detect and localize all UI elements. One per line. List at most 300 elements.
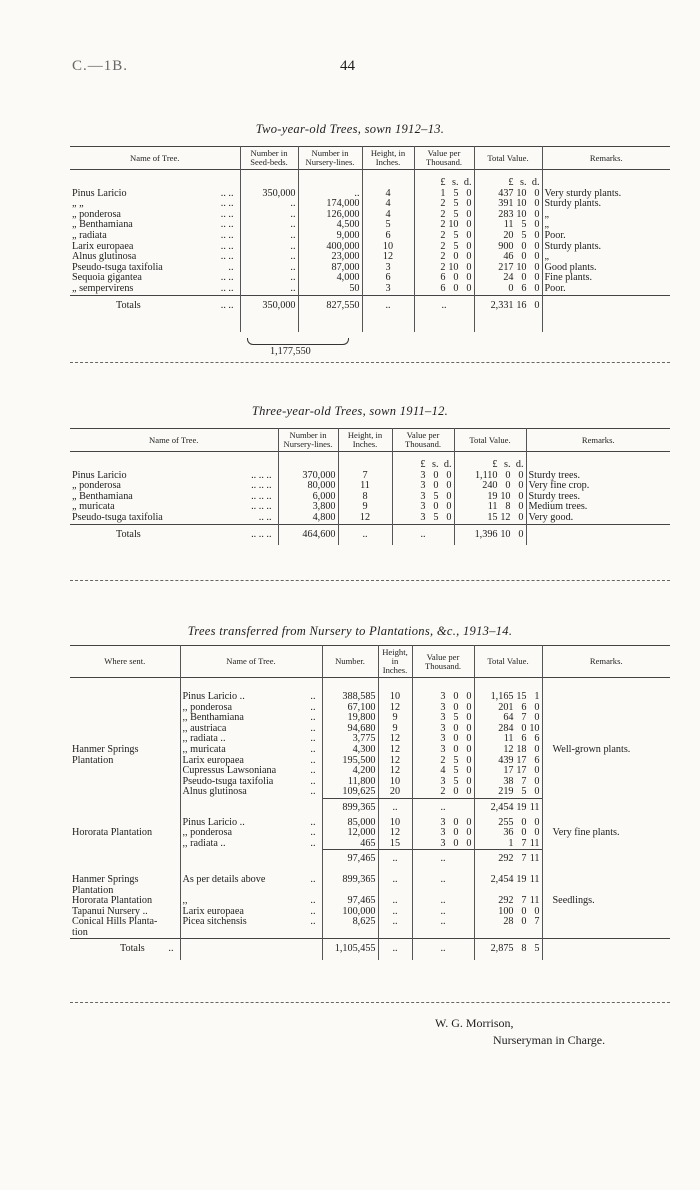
shillings-value: 5 — [453, 208, 459, 220]
pounds-value: 283 — [498, 208, 514, 220]
col-header: Number in Seed-beds. — [240, 147, 298, 170]
pounds-value: 3 — [440, 701, 446, 713]
shillings-value: 7 — [521, 712, 527, 724]
seedbeds-count: .. — [240, 210, 298, 221]
pence-value: 5 — [534, 943, 540, 955]
grand-total-value — [454, 524, 526, 545]
remark: Poor. — [542, 231, 670, 242]
pounds-value: 3 — [440, 691, 446, 702]
table-header-row — [70, 147, 670, 170]
value-per-thousand: .. — [412, 896, 474, 907]
leader-dots: .. .. — [220, 229, 234, 241]
pence-value: 10 — [529, 722, 540, 734]
unit-label-total — [454, 452, 526, 471]
pounds-value: 3 — [440, 837, 446, 849]
nursery-count: 23,000 — [298, 252, 362, 263]
pence-value: 0 — [466, 701, 472, 713]
nursery-count: 4,000 — [298, 273, 362, 284]
pounds-value: 1,165 — [490, 691, 514, 702]
where-sent — [70, 777, 180, 788]
pence-value: 0 — [466, 272, 472, 284]
col-header: Height, in Inches. — [378, 646, 412, 678]
remark — [542, 713, 670, 724]
pounds-value: 2 — [440, 208, 446, 220]
height-value: 12 — [338, 513, 392, 524]
where-sent — [70, 766, 180, 777]
table3-bottom-rule — [70, 1002, 670, 1003]
number-count: 97,465 — [322, 896, 378, 907]
height-value: 12 — [378, 766, 412, 777]
col-header: Number. — [322, 646, 378, 678]
pence-value: 0 — [534, 219, 540, 231]
where-sent: Conical Hills Planta- — [72, 916, 158, 928]
where-sent — [70, 713, 180, 724]
col-header: Where sent. — [104, 656, 146, 666]
height-value — [378, 928, 412, 939]
pounds-value: 3 — [440, 712, 446, 724]
value-per-thousand — [412, 745, 474, 756]
pounds-value: 12 — [503, 743, 514, 755]
pence-value: 11 — [529, 853, 540, 865]
shillings-value: 19 — [516, 801, 527, 813]
leader-dots: .. .. — [258, 511, 272, 523]
subtotal-total — [474, 798, 542, 817]
unit-label-value — [392, 452, 454, 471]
pounds-value: 2 — [440, 229, 446, 241]
empty-cell — [526, 524, 670, 545]
pounds-value: 11 — [503, 733, 514, 745]
table-row — [70, 220, 670, 231]
pence-value: 0 — [534, 187, 540, 199]
where-sent: Hanmer Springs — [72, 873, 139, 885]
subtotal-height: .. — [378, 850, 412, 869]
pence-value: 0 — [534, 743, 540, 755]
tree-name-text: Pinus Laricio — [72, 187, 127, 199]
pence-value: 0 — [466, 261, 472, 273]
shillings-value: 10 — [500, 490, 511, 502]
pence-value: 0 — [446, 511, 452, 523]
shillings-value: 10 — [448, 261, 459, 273]
pounds-value: 11 — [487, 501, 498, 513]
pounds-value: 3 — [420, 480, 426, 492]
shillings-value: 0 — [453, 733, 459, 745]
nursery-count: 87,000 — [298, 263, 362, 274]
pounds-value: 219 — [498, 786, 514, 798]
leader-dots: .. — [310, 827, 316, 839]
tree-name — [70, 513, 278, 524]
total-val: .. — [414, 295, 474, 316]
pence-value: 0 — [466, 251, 472, 263]
pence-value: 0 — [446, 469, 452, 481]
pence-value: 0 — [534, 229, 540, 241]
leader-dots: .. — [310, 701, 316, 713]
col-header: Total Value. — [474, 646, 542, 678]
empty-cell — [180, 798, 322, 817]
pounds-value: 3 — [440, 722, 446, 734]
leader-dots: .. .. — [220, 219, 234, 231]
leader-dots: .. — [310, 754, 316, 766]
shillings-value: 10 — [448, 219, 459, 231]
pounds-value: £ — [440, 177, 446, 188]
pounds-value: 2 — [440, 219, 446, 231]
shillings-value: 6 — [521, 701, 527, 713]
signature-name: W. G. Morrison, — [435, 1016, 514, 1030]
leader-dots: .. .. .. — [251, 469, 272, 481]
total-value — [474, 839, 542, 850]
empty-cell — [542, 170, 670, 189]
table1-caption: Two-year-old Trees, sown 1912–13. — [255, 122, 445, 136]
pounds-value: 255 — [498, 816, 514, 828]
total-value — [474, 787, 542, 798]
remark: Well-grown plants. — [542, 745, 670, 756]
totals-label — [70, 295, 240, 316]
leader-dots: .. — [168, 943, 174, 955]
tree-name — [180, 928, 322, 939]
height-value: 10 — [378, 777, 412, 788]
unit-row — [70, 452, 670, 471]
pence-value: 0 — [466, 765, 472, 777]
where-sent: Hanmer Springs — [72, 743, 139, 755]
table-row — [70, 199, 670, 210]
shillings-value: 7 — [521, 775, 527, 787]
shillings-value: 5 — [453, 229, 459, 241]
document-reference: C.—1B. — [72, 58, 129, 74]
table-row — [70, 745, 670, 756]
shillings-value: 0 — [453, 691, 459, 702]
pence-value: 0 — [466, 208, 472, 220]
tree-name-text: „ sempervirens — [72, 282, 134, 294]
pounds-value: 1 — [440, 187, 446, 199]
tree-name-text: Pseudo-tsuga taxifolia — [182, 775, 274, 787]
height-value: 8 — [338, 492, 392, 503]
pence-value: 0 — [446, 501, 452, 513]
shillings-value: 8 — [521, 943, 527, 955]
pence-value: 0 — [534, 240, 540, 252]
shillings-value: 5 — [453, 754, 459, 766]
number-count: 4,200 — [322, 766, 378, 777]
pence-value: 11 — [529, 895, 540, 907]
where-sent — [70, 787, 180, 798]
leader-dots: .. .. — [220, 240, 234, 252]
remark — [542, 692, 670, 703]
total-height: .. — [378, 939, 412, 960]
col-header: Total Value. — [474, 147, 542, 170]
total-value — [474, 917, 542, 928]
leader-dots: .. — [310, 905, 316, 917]
seedbeds-count: .. — [240, 220, 298, 231]
remark: Good plants. — [542, 263, 670, 274]
remark: Sturdy trees. — [526, 471, 670, 482]
total-seedbeds: 350,000 — [240, 295, 298, 316]
pounds-value: 15 — [487, 511, 498, 523]
shillings-value: 18 — [516, 743, 527, 755]
height-value: 4 — [362, 189, 414, 200]
shillings-value: 0 — [453, 722, 459, 734]
total-value — [454, 513, 526, 524]
pounds-value: £ — [508, 177, 514, 188]
shillings-value: 0 — [521, 905, 527, 917]
number-count: 195,500 — [322, 756, 378, 767]
leader-dots: .. — [310, 722, 316, 734]
shillings-value: 0 — [453, 827, 459, 839]
pence-value: 0 — [466, 240, 472, 252]
col-header: Name of Tree. — [149, 434, 199, 445]
remark: Very good. — [526, 513, 670, 524]
tree-name-text: ,, ponderosa — [182, 701, 233, 713]
pounds-value: 6 — [440, 282, 446, 294]
height-value: 6 — [362, 231, 414, 242]
remark: „ — [542, 252, 670, 263]
empty-cell — [240, 170, 298, 189]
remark: Seedlings. — [542, 896, 670, 907]
shillings-value: 7 — [521, 853, 527, 865]
table-row — [70, 839, 670, 850]
pounds-value: 1,396 — [474, 528, 498, 540]
seedbeds-count: .. — [240, 199, 298, 210]
shillings-value: 15 — [516, 691, 527, 702]
pounds-value: 2 — [440, 240, 446, 252]
table1-brace — [247, 338, 349, 345]
table-two-year-old-trees — [70, 146, 670, 332]
tree-name-text: „ radiata — [72, 229, 107, 241]
pence-value: 0 — [466, 187, 472, 199]
total-nursery: 464,600 — [278, 524, 338, 545]
where-sent: tion — [72, 926, 88, 938]
table-row — [70, 273, 670, 284]
table-row — [70, 928, 670, 939]
value-per-thousand — [412, 839, 474, 850]
pence-value: 0 — [534, 816, 540, 828]
leader-dots: .. .. — [220, 208, 234, 220]
table1-grand-total: 1,177,550 — [270, 346, 311, 357]
number-count: 67,100 — [322, 703, 378, 714]
number-count: 85,000 — [322, 818, 378, 829]
col-header: Value per Thousand. — [414, 147, 474, 170]
shillings-value: 5 — [433, 511, 439, 523]
pounds-value: 3 — [440, 816, 446, 828]
leader-dots: .. — [228, 261, 234, 273]
table-row — [70, 513, 670, 524]
table-row — [70, 917, 670, 928]
empty-cell — [412, 678, 474, 693]
number-count: 11,800 — [322, 777, 378, 788]
pence-value: 0 — [534, 251, 540, 263]
empty-cell — [338, 452, 392, 471]
totals-label — [70, 524, 278, 545]
nursery-count: .. — [298, 189, 362, 200]
pounds-value: 36 — [503, 827, 514, 839]
grand-total-value — [474, 295, 542, 316]
pence-value: d. — [443, 459, 452, 470]
signature-block — [435, 1015, 605, 1049]
spacer-row — [70, 316, 670, 332]
pounds-value: £ — [420, 459, 426, 470]
shillings-value: 5 — [453, 712, 459, 724]
pence-value: 7 — [534, 916, 540, 928]
pence-value: 0 — [534, 198, 540, 210]
total-height: .. — [362, 295, 414, 316]
number-count: 109,625 — [322, 787, 378, 798]
empty-cell — [70, 678, 180, 693]
height-value: .. — [378, 875, 412, 886]
col-header: Number in Nursery-lines. — [278, 429, 338, 452]
shillings-value: 5 — [521, 229, 527, 241]
pence-value: 0 — [534, 775, 540, 787]
totals-label-text: Totals — [120, 943, 145, 955]
pounds-value: £ — [492, 459, 498, 470]
height-value: 3 — [362, 284, 414, 295]
shillings-value: 0 — [453, 282, 459, 294]
tree-name — [70, 284, 240, 295]
pence-value: 0 — [466, 198, 472, 210]
leader-dots: .. .. .. — [251, 490, 272, 502]
empty-cell — [542, 316, 670, 332]
height-value: 5 — [362, 220, 414, 231]
pounds-value: 64 — [503, 712, 514, 724]
pence-value: 0 — [466, 754, 472, 766]
pence-value: 0 — [466, 743, 472, 755]
subtotal-row — [70, 798, 670, 817]
height-value: .. — [378, 896, 412, 907]
shillings-value: 0 — [505, 469, 511, 481]
tree-name-text: Pinus Laricio .. — [182, 816, 245, 828]
pence-value: d. — [531, 177, 540, 188]
pence-value: 11 — [529, 837, 540, 849]
seedbeds-count: .. — [240, 252, 298, 263]
nursery-count: 4,800 — [278, 513, 338, 524]
pounds-value: 3 — [420, 490, 426, 502]
leader-dots: .. .. — [220, 198, 234, 210]
pence-value: 0 — [518, 480, 524, 492]
value-per-thousand — [392, 513, 454, 524]
unit-label-total — [474, 170, 542, 189]
number-count: 388,585 — [322, 692, 378, 703]
empty-cell — [542, 939, 670, 960]
tree-name-text: Pseudo-tsuga taxifolia — [72, 261, 163, 273]
totals-label — [70, 939, 180, 960]
value-per-thousand — [412, 928, 474, 939]
remark: Poor. — [542, 284, 670, 295]
pounds-value: 2 — [440, 754, 446, 766]
seedbeds-count: .. — [240, 284, 298, 295]
remark — [542, 928, 670, 939]
tree-name-text: ,, — [182, 895, 188, 907]
where-sent: Hororata Plantation — [72, 827, 153, 839]
number-count: 3,775 — [322, 734, 378, 745]
pounds-value: 3 — [440, 743, 446, 755]
remark: Very fine crop. — [526, 481, 670, 492]
pounds-value: 437 — [498, 187, 514, 199]
pounds-value: 2 — [440, 251, 446, 263]
shillings-value: 5 — [453, 775, 459, 787]
shillings-value: 5 — [433, 490, 439, 502]
pounds-value: 900 — [498, 240, 514, 252]
total-value — [474, 231, 542, 242]
col-header: Remarks. — [542, 646, 670, 678]
shillings-value: s. — [519, 177, 527, 188]
tree-name-text: Pseudo-tsuga taxifolia — [72, 511, 163, 523]
totals-row — [70, 524, 670, 545]
pence-value: 0 — [466, 712, 472, 724]
pounds-value: 292 — [498, 895, 514, 907]
tree-name-text: Larix europaea — [182, 754, 244, 766]
remark: Sturdy trees. — [526, 492, 670, 503]
totals-label-text: Totals — [116, 299, 141, 311]
col-header: Remarks. — [542, 147, 670, 170]
subtotal-number: 899,365 — [322, 798, 378, 817]
shillings-value: s. — [503, 459, 511, 470]
leader-dots: .. — [310, 837, 316, 849]
table1-bottom-rule — [70, 362, 670, 363]
subtotal-row — [70, 850, 670, 869]
leader-dots: .. — [310, 775, 316, 787]
pence-value: 0 — [446, 480, 452, 492]
where-sent — [70, 703, 180, 714]
shillings-value: 0 — [453, 837, 459, 849]
tree-name-text: Sequoia gigantea — [72, 272, 142, 284]
leader-dots: .. — [310, 743, 316, 755]
pence-value: 0 — [518, 511, 524, 523]
pounds-value: 0 — [508, 282, 514, 294]
where-sent: Plantation — [72, 754, 114, 766]
value-per-thousand: .. — [412, 907, 474, 918]
tree-name-text: Larix europaea — [182, 905, 244, 917]
total-value — [474, 928, 542, 939]
pounds-value: 217 — [498, 261, 514, 273]
subtotal-val: .. — [412, 850, 474, 869]
signature-title: Nurseryman in Charge. — [493, 1033, 606, 1047]
shillings-value: 5 — [453, 765, 459, 777]
height-value: 4 — [362, 210, 414, 221]
height-value: 10 — [362, 242, 414, 253]
totals-row — [70, 295, 670, 316]
shillings-value: 10 — [516, 187, 527, 199]
pence-value: 0 — [446, 490, 452, 502]
tree-name-text: ,, austriaca — [182, 722, 227, 734]
shillings-value: 0 — [453, 272, 459, 284]
seedbeds-count: .. — [240, 231, 298, 242]
leader-dots: .. .. .. — [251, 480, 272, 492]
where-sent — [70, 692, 180, 703]
number-count: 19,800 — [322, 713, 378, 724]
pence-value: 0 — [534, 712, 540, 724]
leader-dots: .. — [310, 895, 316, 907]
nursery-count: 4,500 — [298, 220, 362, 231]
subtotal-height: .. — [378, 798, 412, 817]
nursery-count: 50 — [298, 284, 362, 295]
totals-row — [70, 939, 670, 960]
number-count: 4,300 — [322, 745, 378, 756]
remark — [542, 766, 670, 777]
pounds-value: 2,331 — [490, 299, 514, 311]
pounds-value: 20 — [503, 229, 514, 241]
number-count: 465 — [322, 839, 378, 850]
tree-name-text: „ Benthamiana — [72, 219, 133, 231]
col-header: Height, in Inches. — [338, 429, 392, 452]
shillings-value: 10 — [516, 208, 527, 220]
empty-cell — [542, 850, 670, 869]
remark: „ — [542, 220, 670, 231]
empty-cell — [70, 850, 180, 869]
shillings-value: s. — [451, 177, 459, 188]
remark: „ — [542, 210, 670, 221]
tree-name-text: Larix europaea — [72, 240, 134, 252]
pounds-value: 19 — [487, 490, 498, 502]
pence-value: 0 — [534, 786, 540, 798]
table2-caption: Three-year-old Trees, sown 1911–12. — [251, 404, 449, 418]
table-row — [70, 242, 670, 253]
pence-value: 0 — [534, 765, 540, 777]
